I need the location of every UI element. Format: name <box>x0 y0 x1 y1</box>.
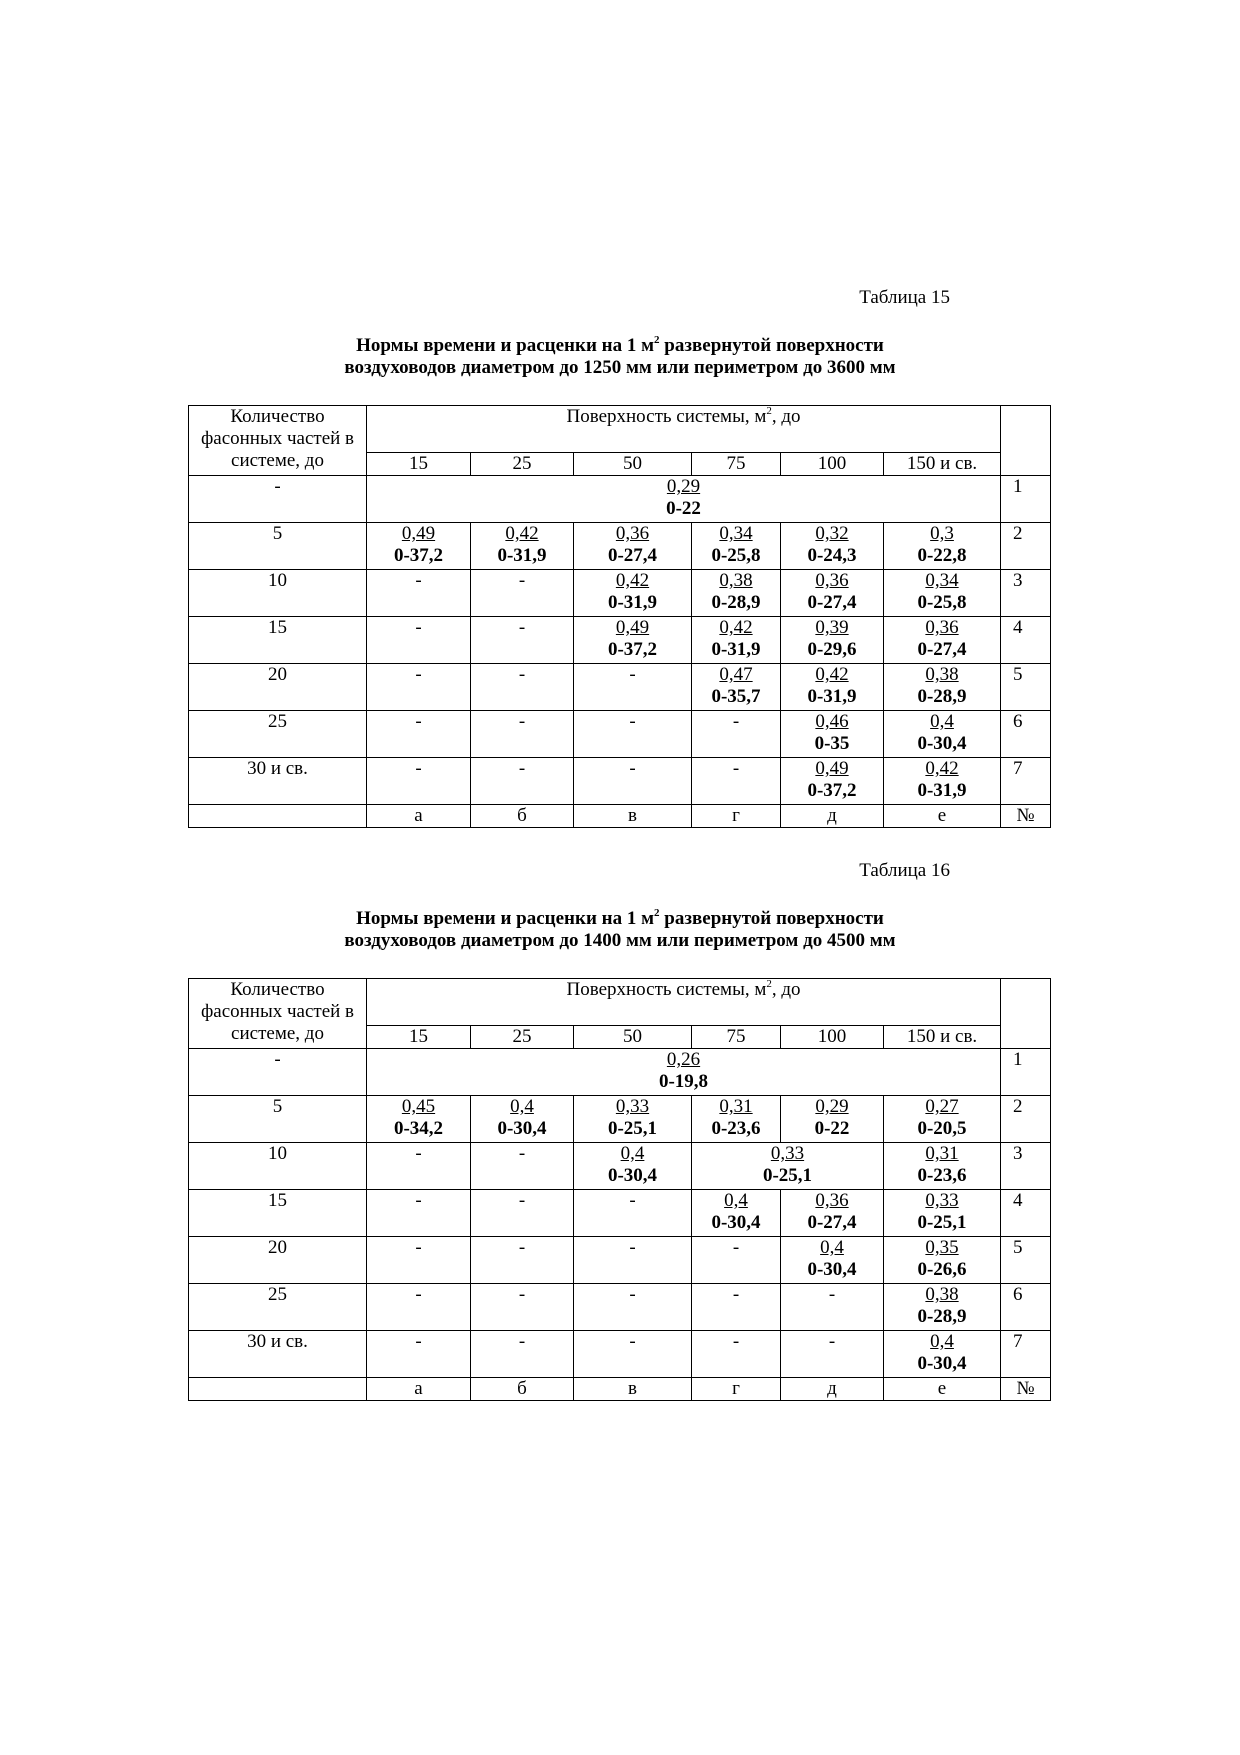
column-letter: г <box>692 805 781 828</box>
rate-value: 0-25,8 <box>917 592 967 613</box>
rate-value: 0-25,1 <box>762 1165 813 1186</box>
quantity-cell: 5 <box>189 1096 367 1143</box>
dash: - <box>518 758 526 779</box>
value-cell <box>574 1143 692 1190</box>
value-cell <box>692 523 781 570</box>
table-row <box>189 1096 1051 1143</box>
time-norm: 0,42 <box>615 570 650 591</box>
dash: - <box>415 758 422 779</box>
quantity-cell: 25 <box>189 1284 367 1331</box>
rate-value: 0-20,5 <box>917 1118 967 1139</box>
value-cell <box>692 617 781 664</box>
time-norm: 0,33 <box>770 1143 805 1164</box>
dash: - <box>415 570 422 591</box>
empty-cell <box>471 711 574 758</box>
time-norm: 0,42 <box>925 758 959 779</box>
rate-value: 0-28,9 <box>917 1306 967 1327</box>
dash: - <box>415 1284 422 1305</box>
header-number-blank <box>1001 979 1051 1049</box>
table-row <box>189 617 1051 664</box>
table-row <box>189 570 1051 617</box>
empty-cell <box>471 570 574 617</box>
time-norm: 0,38 <box>925 1284 959 1305</box>
dash: - <box>518 1331 526 1352</box>
time-norm: 0,33 <box>925 1190 959 1211</box>
value-cell <box>574 523 692 570</box>
rate-value: 0-28,9 <box>917 686 967 707</box>
rate-value: 0-23,6 <box>917 1165 967 1186</box>
time-norm: 0,4 <box>930 711 954 732</box>
column-header: 75 <box>692 1026 781 1049</box>
column-letter: в <box>574 805 692 828</box>
value-cell <box>367 1096 471 1143</box>
table-row <box>189 1143 1051 1190</box>
empty-cell <box>692 1237 781 1284</box>
value-cell <box>781 523 884 570</box>
dash: - <box>518 1284 526 1305</box>
quantity-cell: 25 <box>189 711 367 758</box>
quantity-cell: 20 <box>189 664 367 711</box>
time-norm: 0,36 <box>925 617 959 638</box>
quantity-cell: 30 и св. <box>189 1331 367 1378</box>
dash: - <box>629 758 636 779</box>
table-row <box>189 1190 1051 1237</box>
table-title-line-2: воздуховодов диаметром до 1400 мм или периметром до 4500 мм <box>344 930 896 951</box>
value-cell <box>781 758 884 805</box>
empty-cell <box>692 711 781 758</box>
row-number: 4 <box>1001 1190 1051 1237</box>
column-header: 50 <box>574 453 692 476</box>
column-letter: а <box>367 1378 471 1401</box>
quantity-cell: 5 <box>189 523 367 570</box>
value-cell <box>367 523 471 570</box>
title-text: развернутой поверхности <box>659 335 884 356</box>
empty-cell <box>471 1237 574 1284</box>
value-cell <box>884 617 1001 664</box>
empty-cell <box>692 1284 781 1331</box>
title-text: Нормы времени и расценки на 1 м <box>356 335 655 356</box>
table-title <box>0 335 1240 379</box>
quantity-cell: - <box>189 1049 367 1096</box>
dash: - <box>415 617 422 638</box>
empty-cell <box>574 711 692 758</box>
rate-value: 0-31,9 <box>711 639 761 660</box>
empty-cell <box>471 1190 574 1237</box>
time-norm: 0,46 <box>815 711 849 732</box>
rate-value: 0-30,4 <box>807 1259 857 1280</box>
dash: - <box>828 1331 836 1352</box>
header-surface-text: , до <box>771 979 801 1000</box>
rate-value: 0-27,4 <box>607 545 658 566</box>
rate-value: 0-30,4 <box>497 1118 547 1139</box>
rate-value: 0-31,9 <box>807 686 857 707</box>
row-number: 5 <box>1001 664 1051 711</box>
empty-cell <box>574 1190 692 1237</box>
row-number: 2 <box>1001 523 1051 570</box>
time-norm: 0,29 <box>815 1096 849 1117</box>
time-norm: 0,36 <box>615 523 650 544</box>
norms-table <box>188 405 1051 828</box>
time-norm: 0,49 <box>401 523 436 544</box>
value-cell <box>884 1331 1001 1378</box>
value-cell <box>692 1096 781 1143</box>
time-norm: 0,45 <box>401 1096 436 1117</box>
time-norm: 0,4 <box>620 1143 645 1164</box>
row-number: 5 <box>1001 1237 1051 1284</box>
column-header: 25 <box>471 453 574 476</box>
rate-value: 0-27,4 <box>807 1212 857 1233</box>
value-cell <box>574 617 692 664</box>
table-row <box>189 1284 1051 1331</box>
value-cell <box>884 1284 1001 1331</box>
time-norm: 0,34 <box>925 570 959 591</box>
empty-cell <box>471 1331 574 1378</box>
table-row <box>189 758 1051 805</box>
dash: - <box>518 1237 526 1258</box>
row-number: 6 <box>1001 1284 1051 1331</box>
header-surface-superscript: 2 <box>766 405 772 417</box>
row-number: 2 <box>1001 1096 1051 1143</box>
value-cell <box>781 1190 884 1237</box>
table-row <box>189 1237 1051 1284</box>
header-surface-text: , до <box>771 406 801 427</box>
dash: - <box>415 1190 422 1211</box>
table-row <box>189 664 1051 711</box>
empty-cell <box>781 1284 884 1331</box>
empty-cell <box>471 758 574 805</box>
row-number: 7 <box>1001 758 1051 805</box>
header-surface-text: Поверхность системы, м <box>566 979 767 1000</box>
value-cell <box>884 1096 1001 1143</box>
rate-value: 0-37,2 <box>393 545 444 566</box>
rate-value: 0-30,4 <box>917 1353 967 1374</box>
row-number: 3 <box>1001 570 1051 617</box>
value-cell <box>692 1190 781 1237</box>
dash: - <box>732 1237 740 1258</box>
table-title-line-1 <box>0 908 1240 930</box>
time-norm: 0,35 <box>925 1237 959 1258</box>
rate-value: 0-24,3 <box>807 545 857 566</box>
empty-cell <box>574 1284 692 1331</box>
column-letter: д <box>781 1378 884 1401</box>
time-norm: 0,38 <box>925 664 959 685</box>
dash: - <box>732 711 740 732</box>
time-norm: 0,32 <box>815 523 849 544</box>
value-cell <box>471 1096 574 1143</box>
rate-value: 0-31,9 <box>497 545 547 566</box>
table-row <box>189 711 1051 758</box>
empty-cell <box>367 711 471 758</box>
time-norm: 0,42 <box>505 523 539 544</box>
empty-cell <box>367 1284 471 1331</box>
empty-cell <box>574 664 692 711</box>
dash: - <box>629 1237 636 1258</box>
rate-value: 0-31,9 <box>607 592 658 613</box>
header-number-blank <box>1001 406 1051 476</box>
title-text: развернутой поверхности <box>659 908 884 929</box>
rate-value: 0-30,4 <box>607 1165 658 1186</box>
table-row <box>189 1049 1051 1096</box>
rate-value: 0-30,4 <box>711 1212 761 1233</box>
column-letter: а <box>367 805 471 828</box>
time-norm: 0,39 <box>815 617 849 638</box>
empty-cell <box>367 617 471 664</box>
time-norm: 0,29 <box>666 476 701 497</box>
row-number: 7 <box>1001 1331 1051 1378</box>
value-cell <box>884 523 1001 570</box>
value-cell <box>574 1096 692 1143</box>
rate-value: 0-25,8 <box>711 545 761 566</box>
dash: - <box>828 1284 836 1305</box>
rate-value: 0-35,7 <box>711 686 761 707</box>
column-header: 15 <box>367 1026 471 1049</box>
row-number: 1 <box>1001 1049 1051 1096</box>
footer-blank <box>189 805 367 828</box>
time-norm: 0,49 <box>615 617 650 638</box>
value-cell <box>692 1143 884 1190</box>
column-letter: е <box>884 805 1001 828</box>
empty-cell <box>367 1143 471 1190</box>
value-cell <box>884 1190 1001 1237</box>
dash: - <box>518 1190 526 1211</box>
rate-value: 0-25,1 <box>917 1212 967 1233</box>
table-row <box>189 1331 1051 1378</box>
time-norm: 0,4 <box>930 1331 954 1352</box>
footer-blank <box>189 1378 367 1401</box>
empty-cell <box>471 664 574 711</box>
value-cell <box>884 1143 1001 1190</box>
dash: - <box>732 1331 740 1352</box>
empty-cell <box>367 758 471 805</box>
header-row <box>189 406 1051 453</box>
title-superscript: 2 <box>654 334 660 346</box>
dash: - <box>415 711 422 732</box>
empty-cell <box>692 1331 781 1378</box>
time-norm: 0,31 <box>719 1096 753 1117</box>
row-number: 4 <box>1001 617 1051 664</box>
dash: - <box>518 664 526 685</box>
rate-value: 0-37,2 <box>807 780 857 801</box>
quantity-cell: 10 <box>189 570 367 617</box>
rate-value: 0-19,8 <box>658 1071 709 1092</box>
empty-cell <box>471 1143 574 1190</box>
title-superscript: 2 <box>654 907 660 919</box>
column-letter: е <box>884 1378 1001 1401</box>
header-surface-superscript: 2 <box>766 978 772 990</box>
rate-value: 0-22 <box>814 1118 850 1139</box>
table-label: Таблица 16 <box>859 860 950 881</box>
footer-number-sign: № <box>1001 805 1051 828</box>
empty-cell <box>367 1331 471 1378</box>
time-norm: 0,4 <box>820 1237 844 1258</box>
empty-cell <box>574 1331 692 1378</box>
empty-cell <box>367 1237 471 1284</box>
rate-value: 0-34,2 <box>393 1118 444 1139</box>
footer-number-sign: № <box>1001 1378 1051 1401</box>
row-number: 6 <box>1001 711 1051 758</box>
value-cell <box>884 570 1001 617</box>
header-surface <box>367 406 1001 453</box>
time-norm: 0,4 <box>510 1096 534 1117</box>
quantity-cell: 15 <box>189 1190 367 1237</box>
value-cell <box>884 664 1001 711</box>
value-cell <box>574 570 692 617</box>
value-cell <box>781 711 884 758</box>
rate-value: 0-28,9 <box>711 592 761 613</box>
time-norm: 0,31 <box>925 1143 959 1164</box>
value-cell <box>781 617 884 664</box>
dash: - <box>415 664 422 685</box>
rate-value: 0-37,2 <box>607 639 658 660</box>
dash: - <box>732 758 740 779</box>
dash: - <box>518 570 526 591</box>
rate-value: 0-23,6 <box>711 1118 761 1139</box>
value-cell <box>884 711 1001 758</box>
norms-table <box>188 978 1051 1401</box>
table-label: Таблица 15 <box>859 287 950 308</box>
header-quantity: Количество фасонных частей в системе, до <box>189 979 367 1049</box>
value-cell <box>692 570 781 617</box>
empty-cell <box>471 1284 574 1331</box>
time-norm: 0,42 <box>719 617 753 638</box>
time-norm: 0,47 <box>719 664 753 685</box>
empty-cell <box>574 758 692 805</box>
empty-cell <box>692 758 781 805</box>
column-header: 75 <box>692 453 781 476</box>
quantity-cell: 20 <box>189 1237 367 1284</box>
column-header: 150 и св. <box>884 1026 1001 1049</box>
value-cell <box>692 664 781 711</box>
column-letter: б <box>471 1378 574 1401</box>
column-letter: б <box>471 805 574 828</box>
dash: - <box>732 1284 740 1305</box>
value-cell <box>884 1237 1001 1284</box>
time-norm: 0,26 <box>666 1049 701 1070</box>
dash: - <box>518 1143 526 1164</box>
empty-cell <box>367 570 471 617</box>
footer-row <box>189 1378 1051 1401</box>
quantity-cell: - <box>189 476 367 523</box>
time-norm: 0,38 <box>719 570 753 591</box>
table-row <box>189 476 1051 523</box>
column-letter: д <box>781 805 884 828</box>
table-title <box>0 908 1240 952</box>
time-norm: 0,33 <box>615 1096 650 1117</box>
column-header: 15 <box>367 453 471 476</box>
table-title-line-2: воздуховодов диаметром до 1250 мм или периметром до 3600 мм <box>344 357 896 378</box>
rate-value: 0-22,8 <box>917 545 967 566</box>
time-norm: 0,42 <box>815 664 849 685</box>
header-surface <box>367 979 1001 1026</box>
table-title-line-1 <box>0 335 1240 357</box>
dash: - <box>629 711 636 732</box>
header-surface-text: Поверхность системы, м <box>566 406 767 427</box>
row-number: 3 <box>1001 1143 1051 1190</box>
rate-value: 0-22 <box>666 498 701 519</box>
column-header: 100 <box>781 453 884 476</box>
rate-value: 0-30,4 <box>917 733 967 754</box>
empty-cell <box>367 664 471 711</box>
quantity-cell: 10 <box>189 1143 367 1190</box>
empty-cell <box>781 1331 884 1378</box>
header-row <box>189 979 1051 1026</box>
rate-value: 0-27,4 <box>917 639 967 660</box>
time-norm: 0,3 <box>930 523 954 544</box>
time-norm: 0,36 <box>815 1190 849 1211</box>
dash: - <box>629 664 636 685</box>
empty-cell <box>471 617 574 664</box>
time-norm: 0,49 <box>815 758 849 779</box>
column-letter: в <box>574 1378 692 1401</box>
value-cell <box>471 523 574 570</box>
time-norm: 0,4 <box>724 1190 748 1211</box>
value-cell <box>367 476 1001 523</box>
rate-value: 0-35 <box>814 733 850 754</box>
rate-value: 0-25,1 <box>607 1118 658 1139</box>
column-header: 100 <box>781 1026 884 1049</box>
rate-value: 0-27,4 <box>807 592 857 613</box>
value-cell <box>781 1237 884 1284</box>
header-quantity: Количество фасонных частей в системе, до <box>189 406 367 476</box>
time-norm: 0,34 <box>719 523 753 544</box>
quantity-cell: 15 <box>189 617 367 664</box>
column-letter: г <box>692 1378 781 1401</box>
dash: - <box>629 1284 636 1305</box>
value-cell <box>884 758 1001 805</box>
dash: - <box>415 1331 422 1352</box>
value-cell <box>781 664 884 711</box>
rate-value: 0-31,9 <box>917 780 967 801</box>
value-cell <box>781 1096 884 1143</box>
quantity-cell: 30 и св. <box>189 758 367 805</box>
dash: - <box>415 1237 422 1258</box>
dash: - <box>518 711 526 732</box>
value-cell <box>367 1049 1001 1096</box>
time-norm: 0,36 <box>815 570 849 591</box>
empty-cell <box>574 1237 692 1284</box>
rate-value: 0-26,6 <box>917 1259 967 1280</box>
empty-cell <box>367 1190 471 1237</box>
row-number: 1 <box>1001 476 1051 523</box>
rate-value: 0-29,6 <box>807 639 857 660</box>
dash: - <box>415 1143 422 1164</box>
table-row <box>189 523 1051 570</box>
dash: - <box>629 1331 636 1352</box>
footer-row <box>189 805 1051 828</box>
time-norm: 0,27 <box>925 1096 959 1117</box>
dash: - <box>518 617 526 638</box>
column-header: 50 <box>574 1026 692 1049</box>
dash: - <box>629 1190 636 1211</box>
column-header: 150 и св. <box>884 453 1001 476</box>
title-text: Нормы времени и расценки на 1 м <box>356 908 655 929</box>
value-cell <box>781 570 884 617</box>
column-header: 25 <box>471 1026 574 1049</box>
